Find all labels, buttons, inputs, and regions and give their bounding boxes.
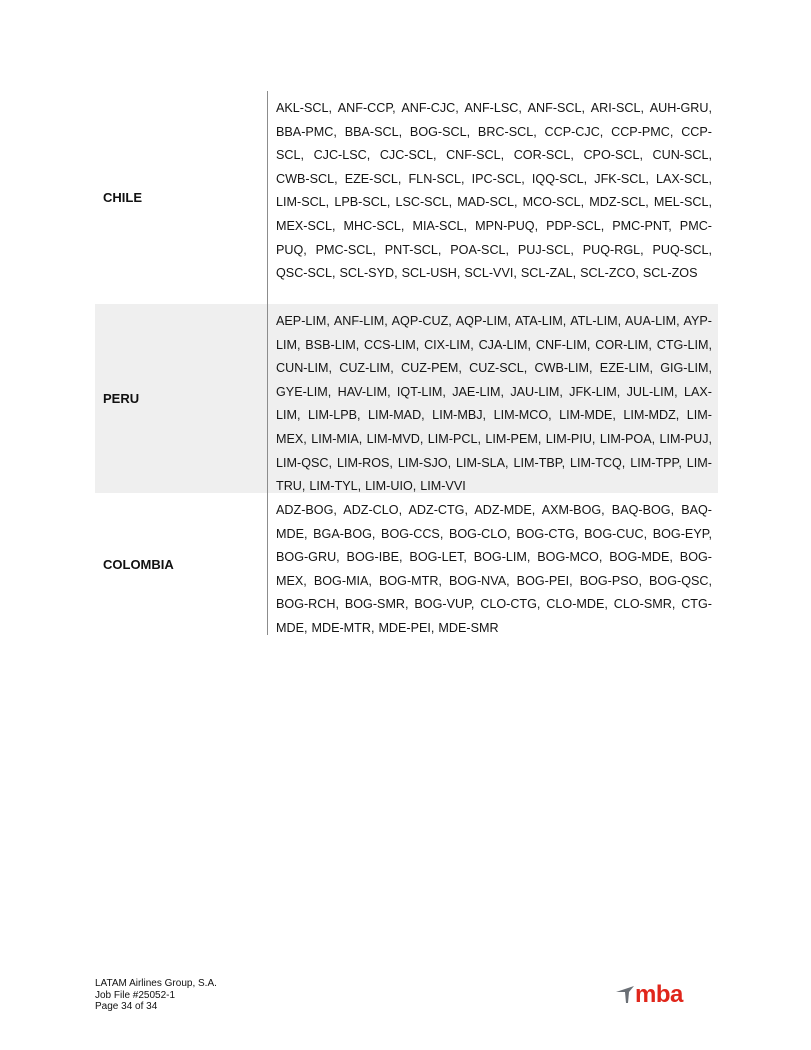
- page-footer: [95, 978, 217, 1013]
- footer-job-file: Job File #25052-1: [95, 989, 176, 1001]
- footer-page-number: Page 34 of 34: [95, 1001, 158, 1012]
- logo-mark-icon: [616, 986, 634, 1003]
- logo-wordmark: mba: [635, 983, 683, 1005]
- table-row-colombia: [95, 493, 718, 635]
- routes-list: AKL-SCL, ANF-CCP, ANF-CJC, ANF-LSC, ANF-SCL, ARI-SCL, AUH-GRU, BBA-PMC, BBA-SCL, BOG-SCL, BRC-SCL, CCP-CJC, CCP-PMC, CCP-SCL, CJC-LSC, CJC-SCL, CNF-SCL, COR-SCL, CPO-SCL, CUN-SCL, CWB-SCL, EZE-SCL, FLN-SCL, IPC-SCL, IQQ-SCL, JFK-SCL, LAX-SCL, LIM-SCL, LPB-SCL, LSC-SCL, MAD-SCL, MCO-SCL, MDZ-SCL, MEL-SCL, MEX-SCL, MHC-SCL, MIA-SCL, MPN-PUQ, PDP-SCL, PMC-PNT, PMC-PUQ, PMC-SCL, PNT-SCL, POA-SCL, PUJ-SCL, PUQ-RGL, PUQ-SCL, QSC-SCL, SCL-SYD, SCL-USH, SCL-VVI, SCL-ZAL, SCL-ZCO, SCL-ZOS: [276, 101, 712, 281]
- route-table: [95, 91, 718, 635]
- routes-list: ADZ-BOG, ADZ-CLO, ADZ-CTG, ADZ-MDE, AXM-BOG, BAQ-BOG, BAQ-MDE, BGA-BOG, BOG-CCS, BOG-CLO, BOG-CTG, BOG-CUC, BOG-EYP, BOG-GRU, BOG-IBE, BOG-LET, BOG-LIM, BOG-MCO, BOG-MDE, BOG-MEX, BOG-MIA, BOG-MTR, BOG-NVA, BOG-PEI, BOG-PSO, BOG-QSC, BOG-RCH, BOG-SMR, BOG-VUP, CLO-CTG, CLO-MDE, CLO-SMR, CTG-MDE, MDE-MTR, MDE-PEI, MDE-SMR: [276, 503, 712, 635]
- country-label: PERU: [95, 304, 268, 493]
- table-row-chile: [95, 91, 718, 304]
- country-label: CHILE: [95, 91, 268, 304]
- mba-logo: [614, 983, 706, 1005]
- table-row-peru: [95, 304, 718, 493]
- footer-company: LATAM Airlines Group, S.A.: [95, 978, 217, 989]
- country-label: COLOMBIA: [95, 493, 268, 635]
- routes-list: AEP-LIM, ANF-LIM, AQP-CUZ, AQP-LIM, ATA-LIM, ATL-LIM, AUA-LIM, AYP-LIM, BSB-LIM, CCS-LIM, CIX-LIM, CJA-LIM, CNF-LIM, COR-LIM, CTG-LIM, CUN-LIM, CUZ-LIM, CUZ-PEM, CUZ-SCL, CWB-LIM, EZE-LIM, GIG-LIM, GYE-LIM, HAV-LIM, IQT-LIM, JAE-LIM, JAU-LIM, JFK-LIM, JUL-LIM, LAX-LIM, LIM-LPB, LIM-MAD, LIM-MBJ, LIM-MCO, LIM-MDE, LIM-MDZ, LIM-MEX, LIM-MIA, LIM-MVD, LIM-PCL, LIM-PEM, LIM-PIU, LIM-POA, LIM-PUJ, LIM-QSC, LIM-ROS, LIM-SJO, LIM-SLA, LIM-TBP, LIM-TCQ, LIM-TPP, LIM-TRU, LIM-TYL, LIM-UIO, LIM-VVI: [276, 314, 712, 494]
